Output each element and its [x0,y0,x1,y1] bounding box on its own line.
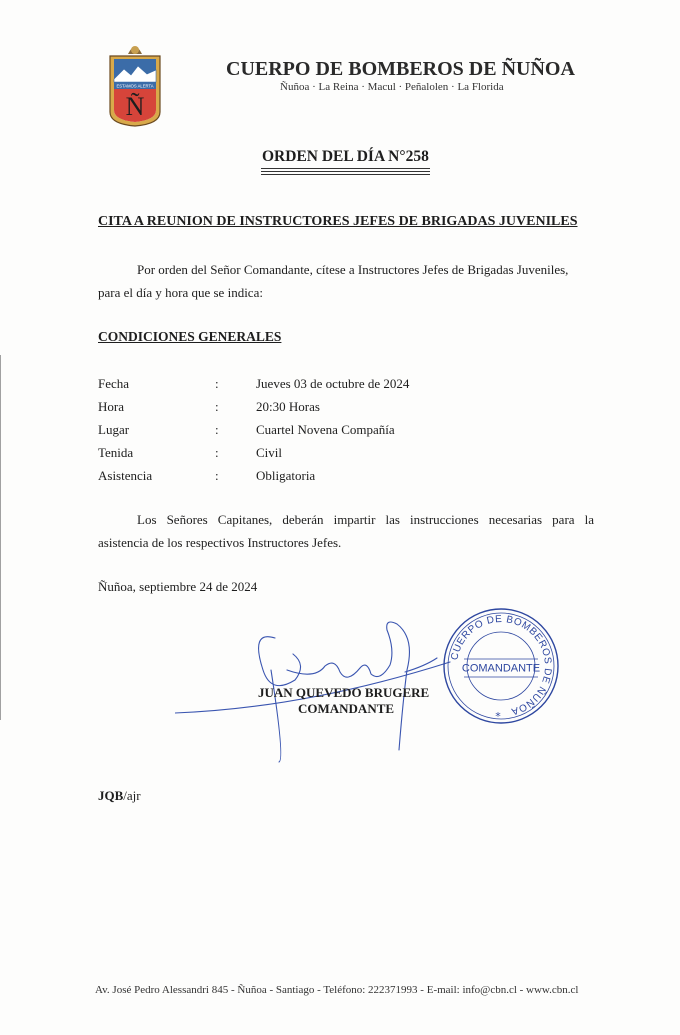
condition-row-date [98,372,458,395]
condition-separator: : [215,468,219,483]
condition-label: Fecha [98,376,130,391]
place-and-date: Ñuñoa, septiembre 24 de 2024 [98,579,258,594]
svg-text:CUERPO DE BOMBEROS DE ÑUÑOA: CUERPO DE BOMBEROS DE ÑUÑOA [449,613,554,717]
signer-name: JUAN QUEVEDO BRUGERE [258,685,430,700]
condition-row-place [98,418,458,441]
order-title: ORDEN DEL DÍA N°258 [262,148,429,165]
svg-text:Ñ: Ñ [125,92,145,121]
condition-label: Lugar [98,422,130,437]
condition-separator: : [215,422,219,437]
condition-label: Tenida [98,445,134,460]
condition-label: Asistencia [98,468,153,483]
footer-contact: Av. José Pedro Alessandri 845 - Ñuñoa - Santiago - Teléfono: 222371993 - E-mail: info@cbn.cl - www.cbn.cl [95,984,579,996]
condition-row-attendance [98,464,458,487]
condition-separator: : [215,445,219,460]
condition-value: Obligatoria [256,468,316,483]
title-double-rule [261,168,430,177]
conditions-heading: CONDICIONES GENERALES [98,329,282,344]
condition-row-dress [98,441,458,464]
condition-value: Cuartel Novena Compañía [256,422,395,437]
conditions-table [98,372,458,487]
organization-communes: Ñuñoa · La Reina · Macul · Peñalolen · La Florida [280,81,504,93]
intro-line-2: para el día y hora que se indica: [98,285,263,300]
svg-text:ESTAMOS ALERTA: ESTAMOS ALERTA [116,83,154,89]
condition-value: Jueves 03 de octubre de 2024 [256,376,410,391]
signer-title: COMANDANTE [298,701,395,716]
scan-edge-shadow [0,355,1,720]
condition-row-time [98,395,458,418]
condition-value: 20:30 Horas [256,399,320,414]
condition-value: Civil [256,445,283,460]
condition-label: Hora [98,399,124,414]
condition-separator: : [215,376,219,391]
official-seal-stamp [442,607,560,725]
intro-line-1: Por orden del Señor Comandante, cítese a Instructores Jefes de Brigadas Juveniles, [137,262,569,277]
condition-separator: : [215,399,219,414]
instructions-line-2: asistencia de los respectivos Instructores Jefes. [98,535,342,550]
organization-name: CUERPO DE BOMBEROS DE ÑUÑOA [226,58,575,80]
subject-heading: CITA A REUNION DE INSTRUCTORES JEFES DE BRIGADAS JUVENILES [98,214,578,229]
instructions-line-1: Los Señores Capitanes, deberán impartir las instrucciones necesarias para la [137,512,594,527]
reference-initials: JQB/ajr [98,788,141,803]
fire-department-crest [107,40,163,128]
svg-text:*: * [495,710,501,723]
svg-text:COMANDANTE: COMANDANTE [461,662,541,675]
